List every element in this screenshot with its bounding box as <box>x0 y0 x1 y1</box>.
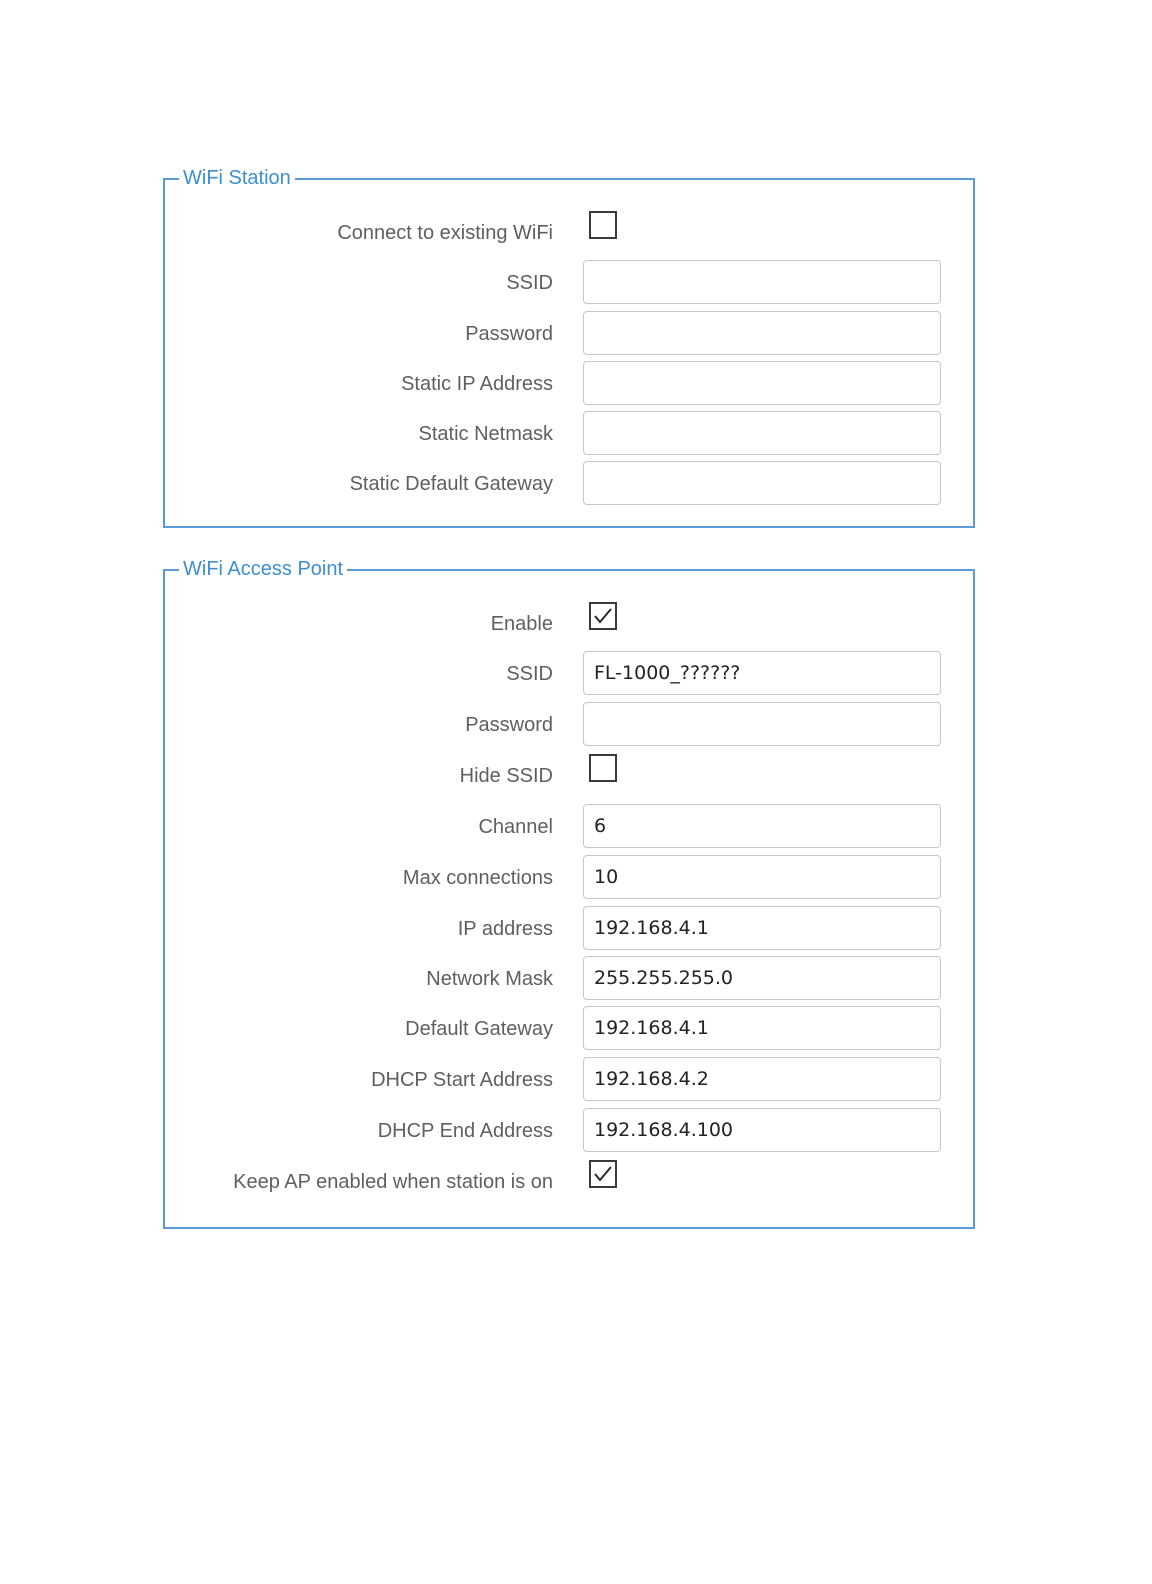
ap-default-gateway-input[interactable]: 192.168.4.1 <box>583 1006 941 1050</box>
ap-channel-row <box>165 804 973 848</box>
ap-ssid-label: SSID <box>506 663 553 685</box>
station-ssid-row <box>165 260 973 304</box>
station-static-ip-label: Static IP Address <box>401 373 553 395</box>
ap-dhcp-end-input[interactable]: 192.168.4.100 <box>583 1108 941 1152</box>
station-static-gateway-label: Static Default Gateway <box>349 473 553 495</box>
ap-dhcp-end-row <box>165 1108 973 1152</box>
ap-dhcp-end-label: DHCP End Address <box>377 1120 553 1142</box>
ap-password-label: Password <box>465 714 553 736</box>
ap-ip-address-label: IP address <box>457 918 553 940</box>
connect-existing-checkbox[interactable] <box>589 211 617 239</box>
checkmark-icon <box>593 1164 613 1184</box>
station-password-label: Password <box>465 323 553 345</box>
wifi-access-point-legend: WiFi Access Point <box>179 557 347 581</box>
station-static-netmask-row <box>165 411 973 455</box>
ap-ip-address-input[interactable]: 192.168.4.1 <box>583 906 941 950</box>
ap-dhcp-start-input[interactable]: 192.168.4.2 <box>583 1057 941 1101</box>
connect-existing-row <box>165 210 973 254</box>
connect-existing-label: Connect to existing WiFi <box>337 222 553 244</box>
ap-network-mask-row <box>165 956 973 1000</box>
ap-hide-ssid-label: Hide SSID <box>459 765 553 787</box>
ap-ssid-row <box>165 651 973 695</box>
station-ssid-label: SSID <box>506 272 553 294</box>
station-ssid-input[interactable] <box>583 260 941 304</box>
ap-channel-input[interactable]: 6 <box>583 804 941 848</box>
station-password-input[interactable] <box>583 311 941 355</box>
station-static-netmask-label: Static Netmask <box>418 423 553 445</box>
ap-keep-enabled-label: Keep AP enabled when station is on <box>233 1171 553 1193</box>
ap-enable-label: Enable <box>490 613 553 635</box>
station-static-ip-input[interactable] <box>583 361 941 405</box>
ap-ssid-input[interactable]: FL-1000_?????? <box>583 651 941 695</box>
ap-ip-address-row <box>165 906 973 950</box>
wifi-access-point-fieldset <box>163 558 975 1229</box>
ap-network-mask-label: Network Mask <box>426 968 553 990</box>
ap-hide-ssid-row <box>165 753 973 797</box>
ap-keep-enabled-checkbox[interactable] <box>589 1160 617 1188</box>
ap-default-gateway-label: Default Gateway <box>405 1018 553 1040</box>
ap-keep-enabled-row <box>165 1159 973 1203</box>
ap-dhcp-start-label: DHCP Start Address <box>371 1069 553 1091</box>
station-static-netmask-input[interactable] <box>583 411 941 455</box>
ap-max-connections-row <box>165 855 973 899</box>
station-static-gateway-input[interactable] <box>583 461 941 505</box>
ap-default-gateway-row <box>165 1006 973 1050</box>
station-password-row <box>165 311 973 355</box>
station-static-gateway-row <box>165 461 973 505</box>
ap-password-input[interactable] <box>583 702 941 746</box>
ap-max-connections-label: Max connections <box>402 867 553 889</box>
station-static-ip-row <box>165 361 973 405</box>
ap-enable-row <box>165 601 973 645</box>
checkmark-icon <box>593 606 613 626</box>
ap-max-connections-input[interactable]: 10 <box>583 855 941 899</box>
ap-network-mask-input[interactable]: 255.255.255.0 <box>583 956 941 1000</box>
ap-enable-checkbox[interactable] <box>589 602 617 630</box>
wifi-station-fieldset <box>163 167 975 528</box>
ap-channel-label: Channel <box>478 816 553 838</box>
ap-password-row <box>165 702 973 746</box>
ap-dhcp-start-row <box>165 1057 973 1101</box>
wifi-station-legend: WiFi Station <box>179 166 295 190</box>
ap-hide-ssid-checkbox[interactable] <box>589 754 617 782</box>
